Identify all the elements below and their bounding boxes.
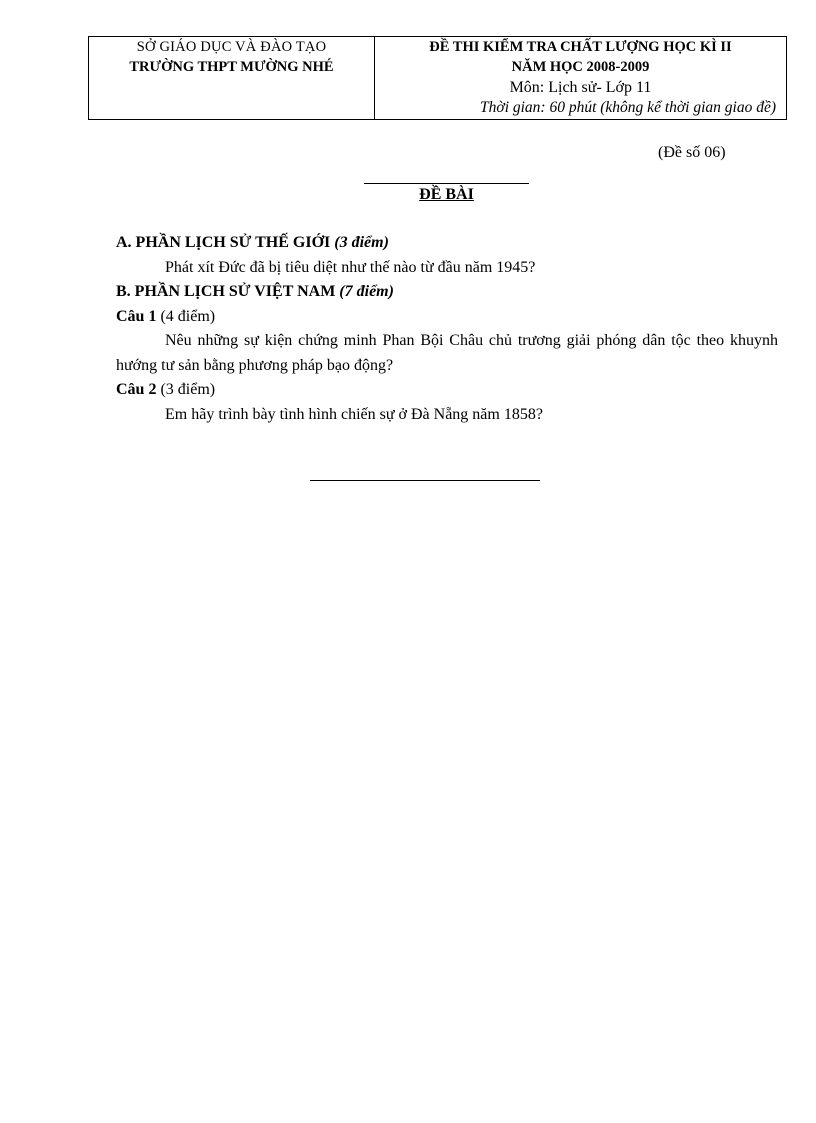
header-left-cell — [89, 37, 375, 119]
question-1-heading — [116, 305, 778, 330]
question-1-text: Nêu những sự kiện chứng minh Phan Bội Châu chủ trương giải phóng dân tộc theo khuynh hướng tư sản bằng phương pháp bạo động? — [116, 332, 778, 374]
section-a-question: Phát xít Đức đã bị tiêu diệt như thế nào từ đầu năm 1945? — [165, 258, 536, 276]
exam-code: (Đề số 06) — [658, 144, 726, 161]
school-year: NĂM HỌC 2008-2009 — [511, 59, 650, 75]
time-line: Thời gian: 60 phút (không kể thời gian giao đề) — [480, 99, 776, 116]
exam-content — [116, 231, 778, 427]
department-name: SỞ GIÁO DỤC VÀ ĐÀO TẠO — [136, 39, 327, 55]
exam-title: ĐỀ THI KIỂM TRA CHẤT LƯỢNG HỌC KÌ II — [429, 39, 732, 55]
title-rule — [364, 183, 529, 184]
subject-line: Môn: Lịch sử- Lớp 11 — [509, 79, 652, 96]
question-1-points: (4 điểm) — [156, 307, 216, 325]
question-2-text: Em hãy trình bày tình hình chiến sự ở Đà Nẵng năm 1858? — [165, 405, 543, 423]
section-b-points: (7 điểm) — [339, 283, 394, 300]
section-a-heading — [116, 231, 778, 256]
exam-header-table — [88, 36, 787, 120]
school-name: TRƯỜNG THPT MƯỜNG NHÉ — [129, 59, 334, 75]
section-b-title: B. PHẦN LỊCH SỬ VIỆT NAM — [116, 283, 340, 300]
page-title: ĐỀ BÀI — [419, 186, 474, 203]
section-b-heading — [116, 280, 778, 305]
end-rule — [310, 480, 540, 481]
header-right-cell — [375, 37, 786, 119]
question-2-label: Câu 2 — [116, 381, 157, 398]
section-a-title: A. PHẦN LỊCH SỬ THẾ GIỚI — [116, 234, 335, 251]
section-a-points: (3 điểm) — [334, 234, 389, 251]
question-2-heading — [116, 378, 778, 403]
question-2-points: (3 điểm) — [156, 381, 216, 398]
question-1-label: Câu 1 — [116, 307, 157, 325]
